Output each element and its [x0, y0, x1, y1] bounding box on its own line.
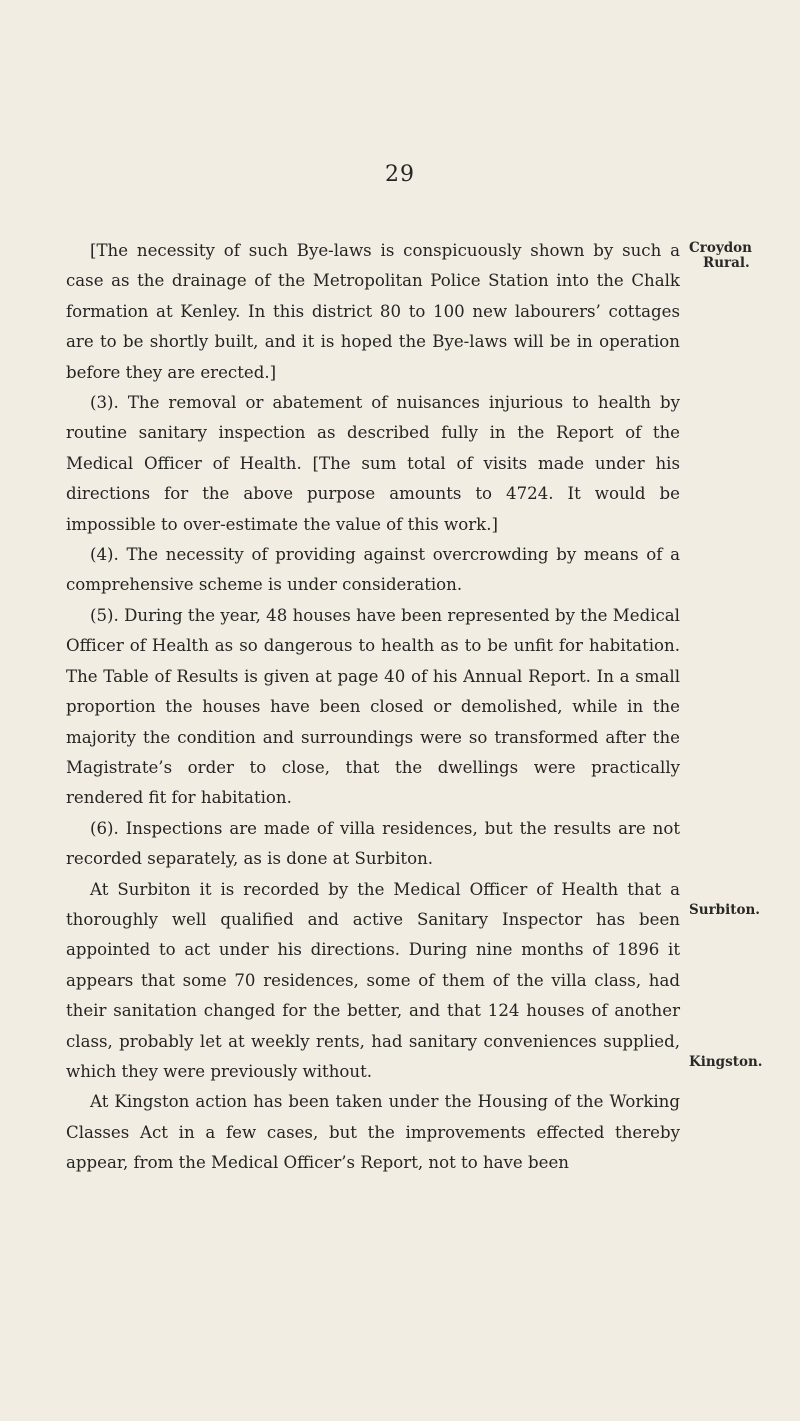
paragraph-kingston: At Kingston action has been taken under the Housing of the Working Classes Act in a few cases, but the improvements effected thereby appear, from the Medical Officer’s Report, not to have been — [66, 1092, 680, 1173]
margin-note-croydon-rural — [689, 241, 795, 271]
margin-note-croydon: Croydon — [689, 240, 752, 256]
body-text — [66, 236, 680, 1179]
margin-note-surbiton: Surbiton. — [689, 902, 761, 918]
margin-note-kingston: Kingston. — [689, 1054, 763, 1070]
margin-note-rural: Rural. — [703, 255, 750, 271]
paragraph-6-villa-inspections: (6). Inspections are made of villa residences, but the results are not recorded separately, as is done at Surbiton. — [66, 818, 680, 869]
paragraph-bye-laws-kenley: [The necessity of such Bye-laws is conspicuously shown by such a case as the drainage of the Metropolitan Police Station into the Chalk formation at Kenley. In this district 80 to 100 new labourers’ cottages are to be shortly built, and it is hoped the Bye-laws will be in operation before they are erected.] — [66, 241, 680, 382]
paragraph-5-unfit-houses: (5). During the year, 48 houses have been represented by the Medical Officer of Health as so dangerous to health as to be unfit for habitation. The Table of Results is given at page 40 of his Annual Report. In a small proportion the houses have been closed or demolished, while in the majority the condition and surroundings were so transformed after the Magistrate’s order to close, that the dwellings were practically rendered fit for habitation. — [66, 605, 680, 808]
page-number: 29 — [385, 162, 415, 187]
paragraph-4-overcrowding: (4). The necessity of providing against overcrowding by means of a comprehensive scheme is under consideration. — [66, 545, 680, 595]
paragraph-3-nuisances: (3). The removal or abatement of nuisances injurious to health by routine sanitary inspection as described fully in the Report of the Medical Officer of Health. [The sum total of visits made under his directions for the above purpose amounts to 4724. It would be impossible to over-estimate the value of this work.] — [66, 393, 680, 534]
paragraph-surbiton: At Surbiton it is recorded by the Medical Officer of Health that a thoroughly well qualified and active Sanitary Inspector has been appointed to act under his directions. During nine months of 1896 it appears that some 70 residences, some of them of the villa class, had their sanitation changed for the better, and that 124 houses of another class, probably let at weekly rents, had sanitary conveniences supplied, which they were previously without. — [66, 879, 680, 1081]
